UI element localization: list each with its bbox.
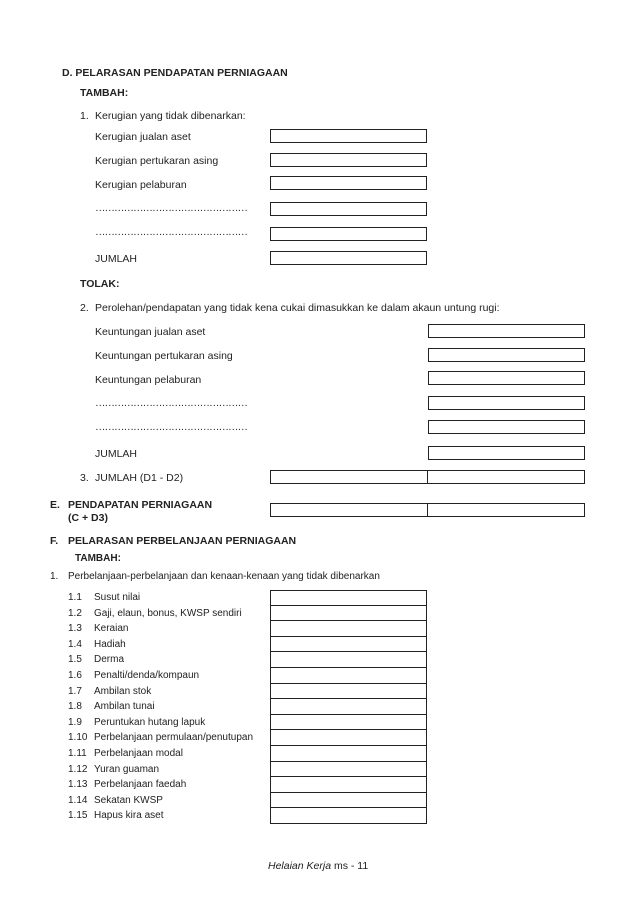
expense-row-field[interactable]: [270, 746, 427, 762]
expense-row-field[interactable]: [270, 590, 427, 606]
item2-text: Perolehan/pendapatan yang tidak kena cukai dimasukkan ke dalam akaun untung rugi:: [95, 302, 500, 314]
expense-row-label: Perbelanjaan permulaan/penutupan: [94, 732, 254, 744]
expense-row-field[interactable]: [270, 637, 427, 653]
item3-number: 3.: [80, 472, 89, 484]
section-d-heading: D. PELARASAN PENDAPATAN PERNIAGAAN: [62, 67, 288, 79]
expense-row-field[interactable]: [270, 793, 427, 809]
kerugian-pertukaran-asing-label: Kerugian pertukaran asing: [95, 155, 219, 167]
expense-row-number: 1.4: [68, 638, 82, 650]
blank-line-field[interactable]: [270, 227, 427, 241]
jumlah-label: JUMLAH: [95, 253, 138, 265]
expense-row-number: 1.10: [68, 732, 88, 744]
keuntungan-jualan-aset-field[interactable]: [428, 324, 585, 338]
expense-row-label: Susut nilai: [94, 592, 141, 603]
footer: [268, 860, 368, 872]
f-item1-number: 1.: [50, 571, 59, 582]
blank-line-label: …………………………………………: [95, 421, 247, 433]
d3-right-field[interactable]: [427, 470, 585, 484]
jumlah-label: JUMLAH: [95, 448, 138, 460]
expense-row-number: 1.2: [68, 607, 82, 619]
expense-row-number: 1.11: [68, 748, 87, 759]
jumlah-field[interactable]: [428, 446, 585, 460]
expense-row-label: Ambilan tunai: [94, 701, 155, 713]
expense-row-number: 1.6: [68, 670, 82, 681]
blank-line-label: …………………………………………: [95, 202, 247, 214]
expense-row-number: 1.1: [68, 592, 82, 603]
expense-row-field[interactable]: [270, 606, 427, 622]
tambah-label: TAMBAH:: [75, 553, 121, 564]
e-left-field[interactable]: [270, 503, 428, 517]
expense-row-label: Perbelanjaan modal: [94, 748, 183, 759]
expense-row-field[interactable]: [270, 762, 427, 778]
kerugian-jualan-aset-field[interactable]: [270, 129, 427, 143]
expense-row-label: Derma: [94, 654, 125, 666]
expense-row-number: 1.7: [68, 685, 82, 697]
expense-row-label: Gaji, elaun, bonus, KWSP sendiri: [94, 607, 242, 619]
item1-number: 1.: [80, 110, 89, 122]
expense-row-field[interactable]: [270, 715, 427, 731]
expense-row-field[interactable]: [270, 730, 427, 746]
expense-row-field[interactable]: [270, 621, 427, 637]
item1-text: Kerugian yang tidak dibenarkan:: [95, 110, 246, 122]
expense-row-field[interactable]: [270, 777, 427, 793]
item3-text: JUMLAH (D1 - D2): [95, 472, 184, 484]
blank-line-field[interactable]: [428, 396, 585, 410]
section-e-letter: E.: [50, 499, 60, 511]
blank-line-label: …………………………………………: [95, 226, 247, 238]
e-right-field[interactable]: [427, 503, 585, 517]
keuntungan-pertukaran-asing-label: Keuntungan pertukaran asing: [95, 350, 233, 362]
tambah-label: TAMBAH:: [80, 87, 129, 99]
expense-row-number: 1.3: [68, 623, 82, 635]
section-f-heading: PELARASAN PERBELANJAAN PERNIAGAAN: [68, 535, 297, 547]
f-item1-text: Perbelanjaan-perbelanjaan dan kenaan-kenaan yang tidak dibenarkan: [68, 571, 380, 582]
expense-row-number: 1.8: [68, 701, 82, 713]
kerugian-pelaburan-label: Kerugian pelaburan: [95, 179, 187, 191]
expense-row-number: 1.13: [68, 779, 88, 791]
expense-row-label: Hapus kira aset: [94, 810, 164, 822]
expense-row-label: Hadiah: [94, 638, 126, 650]
footer-title: Helaian Kerja: [268, 860, 332, 872]
blank-line-field[interactable]: [270, 202, 427, 216]
expense-row-label: Peruntukan hutang lapuk: [94, 716, 206, 728]
expense-row-number: 1.14: [68, 794, 88, 806]
footer-page: ms - 11: [331, 860, 369, 872]
item2-number: 2.: [80, 302, 89, 314]
expense-row-number: 1.15: [68, 810, 88, 822]
d3-left-field[interactable]: [270, 470, 428, 484]
kerugian-jualan-aset-label: Kerugian jualan aset: [95, 131, 191, 143]
blank-line-field[interactable]: [428, 420, 585, 434]
expense-row-field[interactable]: [270, 808, 427, 824]
keuntungan-pelaburan-label: Keuntungan pelaburan: [95, 374, 202, 386]
section-e-heading: PENDAPATAN PERNIAGAAN: [68, 499, 213, 511]
expense-row-label: Keraian: [94, 623, 129, 635]
expense-row-label: Penalti/denda/kompaun: [94, 670, 200, 681]
expense-row-field[interactable]: [270, 668, 427, 684]
section-f-letter: F.: [50, 535, 59, 547]
keuntungan-pertukaran-asing-field[interactable]: [428, 348, 585, 362]
expense-row-label: Perbelanjaan faedah: [94, 779, 187, 791]
kerugian-pertukaran-asing-field[interactable]: [270, 153, 427, 167]
keuntungan-jualan-aset-label: Keuntungan jualan aset: [95, 326, 206, 338]
expense-row-label: Yuran guaman: [94, 763, 160, 775]
expense-row-label: Ambilan stok: [94, 685, 152, 697]
tolak-label: TOLAK:: [80, 278, 120, 290]
expense-row-field[interactable]: [270, 652, 427, 668]
jumlah-field[interactable]: [270, 251, 427, 265]
expense-row-label: Sekatan KWSP: [94, 794, 163, 806]
expense-row-number: 1.12: [68, 763, 88, 775]
expense-row-number: 1.9: [68, 716, 82, 728]
expense-row-field[interactable]: [270, 699, 427, 715]
kerugian-pelaburan-field[interactable]: [270, 176, 427, 190]
section-e-sub: (C + D3): [68, 512, 108, 524]
expense-row-field[interactable]: [270, 684, 427, 700]
expense-row-number: 1.5: [68, 654, 82, 666]
blank-line-label: …………………………………………: [95, 397, 247, 409]
keuntungan-pelaburan-field[interactable]: [428, 371, 585, 385]
